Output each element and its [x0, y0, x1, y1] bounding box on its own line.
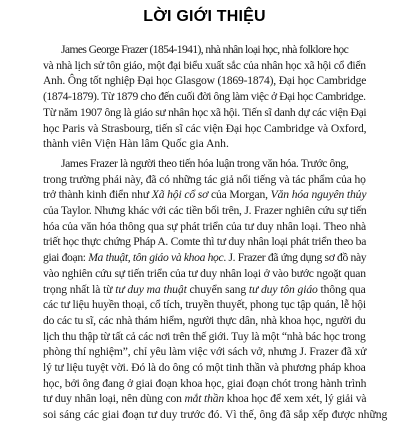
- italic-text: tư duy tôn giáo: [248, 282, 318, 296]
- text-line: [43, 42, 366, 58]
- text-run: James Frazer là người theo tiến hóa luận trong văn hóa. Trước ông,: [61, 156, 349, 170]
- text-line: [43, 313, 366, 329]
- text-line: [43, 187, 366, 203]
- text-line: [43, 219, 366, 235]
- text-run: phòng thí nghiệm”, chỉ yêu làm việc với sách vở, nhưng J. Frazer đã xử: [43, 345, 367, 359]
- text-run: giai đoạn:: [43, 251, 89, 265]
- text-run: của Taylor. Nhưng khác với các tiền bối trên, J. Frazer nghiên cứu sự tiến: [43, 204, 367, 218]
- text-run: James George Frazer (1854-1941), nhà nhân loại học, nhà folklore học: [61, 43, 349, 56]
- text-line: [43, 234, 366, 250]
- text-run: triết học thực chứng Pháp A. Comte thì tư duy nhân loại phát triển theo ba: [43, 235, 367, 249]
- text-run: lịch thu thập từ tất cả các nơi trên thế giới. Tuy là một “nhà bác học trong: [43, 329, 366, 343]
- text-run: chuyển sang: [186, 282, 249, 296]
- text-run: trở thành kinh điển như: [43, 188, 152, 202]
- text-run: các tư liệu huyền thoại, cổ tích, truyền thuyết, phong tục tập quán, lễ hội: [43, 298, 366, 312]
- text-line: [43, 344, 366, 360]
- text-line: [43, 89, 366, 105]
- text-line: [43, 73, 366, 89]
- text-line: [43, 329, 366, 345]
- text-run: do các tu sĩ, các nhà thám hiểm, người thực dân, nhà khoa học, người du: [43, 313, 366, 327]
- text-line: [43, 391, 366, 407]
- text-line: [43, 407, 388, 423]
- text-run: . J. Frazer đã ứng dụng sơ đồ này: [223, 251, 367, 265]
- text-run: lý tư liệu tuyệt vời. Đó là do ông có một tinh thần và phương pháp khoa: [43, 361, 366, 375]
- text-line: [43, 376, 366, 392]
- text-run: (1874-1879). Từ 1879 cho đến cuối đời ông làm việc ở Đại học Cambridge.: [43, 90, 366, 104]
- text-line: [43, 58, 366, 74]
- italic-text: tư duy ma thuật: [115, 282, 187, 296]
- text-run: của Morgan,: [208, 188, 271, 202]
- text-line: [43, 105, 366, 121]
- paragraph: [43, 42, 366, 152]
- text-line: [43, 360, 366, 376]
- text-run: vào nghiên cứu sự tiến triển của tư duy nhân loại ở vào bước ngoặt quan: [43, 266, 366, 280]
- text-run: khoa học để xem xét, lý giải và: [224, 392, 367, 406]
- text-line: [43, 156, 366, 172]
- paragraph: [43, 156, 388, 423]
- text-run: Từ năm 1907 ông là giáo sư nhân học xã hội. Tiến sĩ danh dự các viện Đại: [43, 105, 367, 119]
- body-text: [43, 42, 388, 423]
- text-line: [43, 282, 366, 298]
- text-run: hóa của văn hóa thông qua sự phát triển của tư duy nhân loại. Theo nhà: [43, 219, 367, 233]
- text-run: thành viên Viện Hàn lâm Quốc gia Anh.: [43, 137, 229, 151]
- text-run: trong trường phái này, đã có những tác giả nổi tiếng và tác phẩm của họ: [43, 172, 366, 186]
- text-line: [43, 121, 366, 137]
- text-line: [43, 136, 366, 152]
- italic-text: Văn hóa nguyên thủy: [270, 188, 367, 202]
- text-run: trọng nhất là từ: [43, 282, 116, 296]
- text-run: và nhà lịch sử tôn giáo, một đại biểu xuất sắc của nhân học xã hội cổ điển: [43, 58, 366, 72]
- text-run: soi sáng các giai đoạn tư duy trước đó. Vì thế, ông đã sắp xếp được những: [43, 408, 388, 422]
- text-line: [43, 203, 366, 219]
- text-line: [43, 172, 366, 188]
- italic-text: mắt thần: [184, 392, 224, 406]
- text-run: thông qua: [317, 282, 366, 296]
- page-title: LỜI GIỚI THIỆU: [143, 8, 266, 25]
- text-run: Anh. Ông tốt nghiệp Đại học Glasgow (1869-1874), Đại học Cambridge: [43, 74, 367, 88]
- italic-text: Ma thuật, tôn giáo và khoa học: [88, 251, 224, 265]
- italic-text: Xã hội cổ sơ: [151, 188, 209, 202]
- text-line: [43, 297, 366, 313]
- text-line: [43, 266, 366, 282]
- text-line: [43, 250, 366, 266]
- text-run: học Paris và Strasbourg, tiến sĩ các viện Đại học Cambridge và Oxford,: [43, 121, 367, 135]
- text-run: học, bởi ông đang ở giai đoạn khoa học, giai đoạn chót trong hành trình: [43, 376, 367, 390]
- text-run: tư duy nhân loại, nên dùng con: [43, 392, 185, 406]
